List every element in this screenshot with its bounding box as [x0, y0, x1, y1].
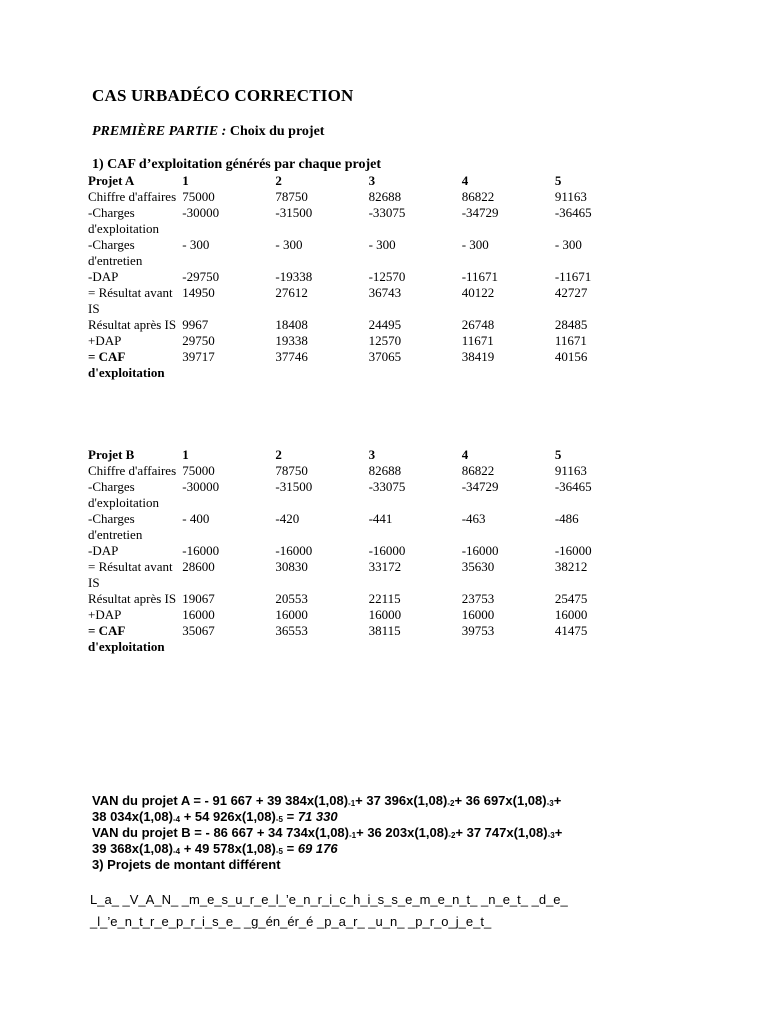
table-row	[86, 463, 646, 479]
table-cell: 78750	[275, 463, 308, 478]
table-cell: 19067	[182, 591, 215, 606]
table-year-header: 5	[554, 447, 562, 462]
table-cell: 30830	[275, 559, 308, 574]
table-cell: 75000	[182, 189, 215, 204]
row-label: +DAP	[88, 333, 122, 348]
table-header-row	[86, 173, 646, 189]
row-label: -DAP	[88, 269, 119, 284]
table-project-label: Projet A	[88, 173, 135, 188]
table-row	[86, 285, 646, 317]
table-row	[86, 333, 646, 349]
table-cell: - 300	[368, 237, 396, 252]
table-cell: -16000	[368, 543, 406, 558]
van-b-line-2: 39 $368x(1,08)_{-4} + 49$ $578x(1,08)_{-5} = 69$ 176	[92, 841, 338, 856]
table-cell: 82688	[368, 189, 402, 204]
van-section	[92, 793, 652, 873]
table-cell: -16000	[275, 543, 313, 558]
table-cell: 36743	[368, 285, 402, 300]
table-header-row	[86, 447, 646, 463]
table-cell: - 300	[461, 237, 489, 252]
table-year-header: 4	[461, 173, 469, 188]
table-cell: 38212	[554, 559, 588, 574]
table-cell: 16000	[182, 607, 215, 622]
row-label: -DAP	[88, 543, 119, 558]
table-cell: -11671	[554, 269, 592, 284]
table-cell: 11671	[554, 333, 587, 348]
table-cell: 39753	[461, 623, 495, 638]
row-label: -Charges d'entretien	[88, 237, 143, 268]
table-cell: 33172	[368, 559, 402, 574]
table-cell: -11671	[461, 269, 499, 284]
row-label: -Charges d'exploitation	[88, 479, 159, 510]
table-cell: 91163	[554, 463, 587, 478]
row-label: Chiffre d'affaires	[88, 463, 177, 478]
table-row	[86, 189, 646, 205]
table-cell: 35630	[461, 559, 495, 574]
table-cell: 82688	[368, 463, 402, 478]
table-cell: -463	[461, 511, 486, 526]
table-cell: 27612	[275, 285, 308, 300]
row-label: = CAF d'exploitation	[88, 623, 165, 654]
table-cell: -31500	[275, 479, 313, 494]
table-cell: 38115	[368, 623, 401, 638]
row-label: = CAF d'exploitation	[88, 349, 165, 380]
table-cell: 28600	[182, 559, 215, 574]
van-a-result: 71 330	[297, 809, 338, 824]
table-cell: -16000	[182, 543, 220, 558]
table-cell: 40122	[461, 285, 495, 300]
row-label: = Résultat avant IS	[88, 285, 173, 316]
table-cell: -16000	[554, 543, 592, 558]
table-row	[86, 269, 646, 285]
table-cell: 24495	[368, 317, 402, 332]
table-row	[86, 479, 646, 511]
table-cell: 14950	[182, 285, 215, 300]
van-b-line-1: VAN du projet B = - 86 667 + 34 $734x(1,08)_{-1}+ 36$ $203x(1,08)_{-2}+ 37$ $747x(1,08)_{-3}+$	[92, 825, 563, 840]
table-cell: -30000	[182, 205, 220, 220]
part-label: PREMIÈRE PARTIE :	[92, 124, 227, 139]
row-label: Résultat après IS	[88, 317, 177, 332]
van-definition	[90, 889, 650, 933]
table-cell: -33075	[368, 479, 406, 494]
table-cell: 23753	[461, 591, 495, 606]
table-cell: 9967	[182, 317, 209, 332]
table-cell: 42727	[554, 285, 588, 300]
table-year-header: 3	[368, 447, 376, 462]
table-cell: 78750	[275, 189, 308, 204]
table-cell: 37065	[368, 349, 402, 364]
table-cell: -33075	[368, 205, 406, 220]
table-cell: 91163	[554, 189, 587, 204]
table-row	[86, 237, 646, 269]
table-cell: -29750	[182, 269, 220, 284]
table-cell: -34729	[461, 205, 499, 220]
section-caf-heading: 1) CAF d’exploitation générés par chaque projet	[92, 157, 382, 172]
table-cell: 25475	[554, 591, 588, 606]
table-cell: - 400	[182, 511, 210, 526]
van-a-line-2: 38 $034x(1,08)_{-4} + 54$ $926x(1,08)_{-5} = 71$ 330	[92, 809, 338, 824]
table-cell: 16000	[554, 607, 588, 622]
table-project-label: Projet B	[88, 447, 135, 462]
table-cell: 12570	[368, 333, 402, 348]
row-label: -Charges d'exploitation	[88, 205, 159, 236]
table-cell: 37746	[275, 349, 308, 364]
table-cell: 41475	[554, 623, 588, 638]
table-year-header: 2	[275, 447, 282, 462]
table-row	[86, 559, 646, 591]
table-cell: 19338	[275, 333, 308, 348]
table-cell: - 300	[275, 237, 303, 252]
row-label: +DAP	[88, 607, 122, 622]
table-row	[86, 317, 646, 333]
table-cell: -12570	[368, 269, 406, 284]
table-cell: 86822	[461, 189, 495, 204]
projet-a-body	[86, 173, 646, 381]
table-cell: 22115	[368, 591, 401, 606]
table-cell: 35067	[182, 623, 215, 638]
section-3-heading: 3) Projets de montant différent	[92, 857, 281, 872]
table-row	[86, 543, 646, 559]
table-cell: 18408	[275, 317, 308, 332]
table-cell: -31500	[275, 205, 313, 220]
table-cell: - 300	[554, 237, 582, 252]
table-cell: 11671	[461, 333, 494, 348]
projet-a-table	[86, 173, 646, 381]
table-cell: 16000	[368, 607, 402, 622]
part-text: Choix du projet	[226, 124, 325, 139]
table-year-header: 2	[275, 173, 282, 188]
table-year-header: 1	[182, 447, 189, 462]
table-cell: -420	[275, 511, 300, 526]
table-cell: -30000	[182, 479, 220, 494]
table-cell: 36553	[275, 623, 308, 638]
table-cell: - 300	[182, 237, 210, 252]
table-cell: 16000	[275, 607, 308, 622]
table-cell: -16000	[461, 543, 499, 558]
table-cell: -486	[554, 511, 579, 526]
row-label: -Charges d'entretien	[88, 511, 143, 542]
table-cell: 38419	[461, 349, 495, 364]
table-cell: 40156	[554, 349, 588, 364]
table-cell: 29750	[182, 333, 215, 348]
table-row	[86, 591, 646, 607]
table-year-header: 1	[182, 173, 189, 188]
table-row	[86, 349, 646, 381]
document-title: CAS URBADÉCO CORRECTION	[92, 86, 354, 105]
table-row	[86, 607, 646, 623]
part-heading	[92, 124, 324, 140]
table-cell: 26748	[461, 317, 495, 332]
table-row	[86, 623, 646, 655]
van-b-result: 69 176	[297, 841, 338, 856]
table-cell: 16000	[461, 607, 495, 622]
table-cell: -19338	[275, 269, 313, 284]
table-year-header: 5	[554, 173, 562, 188]
table-row	[86, 511, 646, 543]
table-cell: 86822	[461, 463, 495, 478]
table-cell: 28485	[554, 317, 588, 332]
table-cell: -36465	[554, 479, 592, 494]
row-label: Résultat après IS	[88, 591, 177, 606]
table-row	[86, 205, 646, 237]
table-cell: 20553	[275, 591, 308, 606]
table-cell: -36465	[554, 205, 592, 220]
projet-b-body	[86, 447, 646, 655]
table-cell: -441	[368, 511, 393, 526]
table-cell: -34729	[461, 479, 499, 494]
projet-b-table	[86, 447, 646, 655]
van-definition-line-1: L_a_ _V_A_N_ _m_e_s_u_r_e_l_’e_n_r_i_c_h_i_s_s_e_m_e_n_t_ _n_e_t_ _d_e_	[90, 892, 568, 907]
van-a-line-1: VAN du projet A = - 91 667 + 39 $384x(1,08)_{-1}+ 37$ $396x(1,08)_{-2}+ 36$ $697x(1,08)_{-3}+$	[92, 793, 562, 808]
row-label: = Résultat avant IS	[88, 559, 173, 590]
van-definition-line-2: _l_’e_n_t_r_e_p_r_i_s_e_ _g_én_ér_é _p_a_r_ _u_n_ _p_r_o_j_e_t_	[90, 914, 492, 929]
table-year-header: 4	[461, 447, 469, 462]
row-label: Chiffre d'affaires	[88, 189, 177, 204]
table-year-header: 3	[368, 173, 376, 188]
table-cell: 75000	[182, 463, 215, 478]
table-cell: 39717	[182, 349, 215, 364]
